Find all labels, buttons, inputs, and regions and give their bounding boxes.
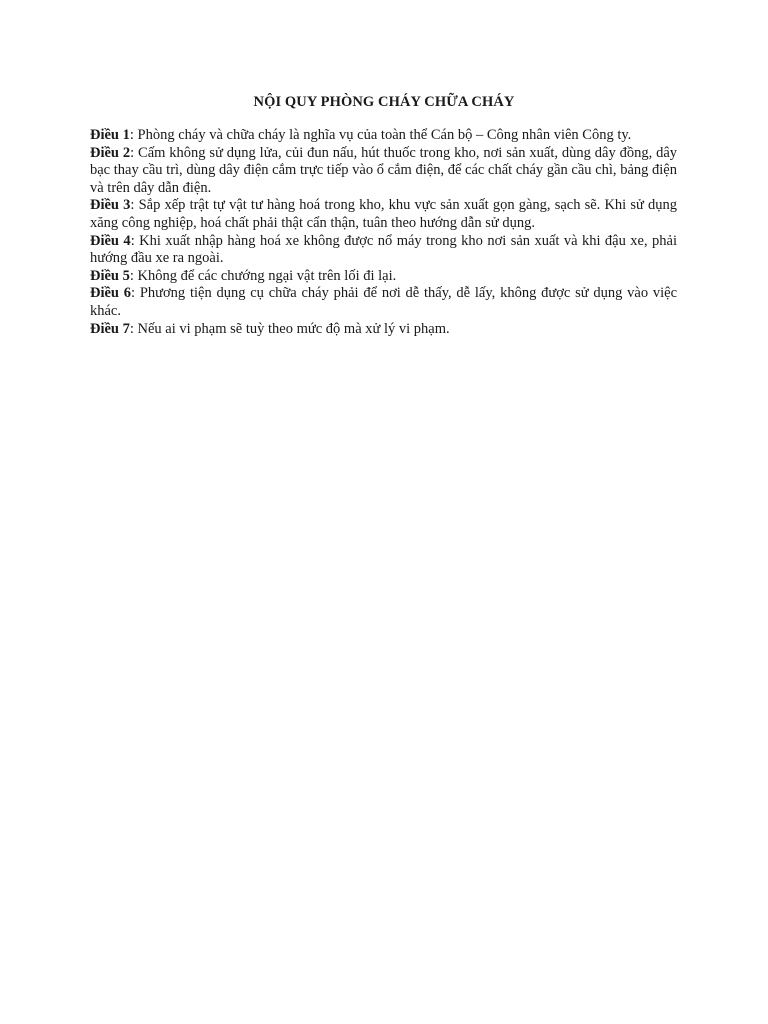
article-text: : Phương tiện dụng cụ chữa cháy phải để nơi dễ thấy, dễ lấy, không được sử dụng vào việc khác.	[90, 285, 677, 319]
article-text: : Sắp xếp trật tự vật tư hàng hoá trong kho, khu vực sản xuất gọn gàng, sạch sẽ. Khi sử dụng xăng công nghiệp, hoá chất phải thật cẩn thận, tuân theo hướng dẫn sử dụng.	[90, 197, 678, 231]
article-text: : Không để các chướng ngại vật trên lối đi lại.	[129, 267, 397, 284]
article-7	[90, 321, 677, 339]
article-2	[90, 145, 677, 198]
article-label: Điều 2	[90, 144, 131, 161]
article-label: Điều 3	[90, 197, 131, 214]
article-1	[90, 127, 677, 145]
article-3	[90, 197, 677, 232]
article-5	[90, 268, 677, 286]
article-text: : Nếu ai vi phạm sẽ tuỳ theo mức độ mà xử lý vi phạm.	[129, 320, 450, 337]
articles-list	[90, 127, 677, 338]
article-6	[90, 285, 677, 320]
article-label: Điều 7	[90, 320, 130, 337]
article-label: Điều 1	[90, 127, 130, 143]
article-text: : Khi xuất nhập hàng hoá xe không được nổ máy trong kho nơi sản xuất và khi đậu xe, phải hướng đầu xe ra ngoài.	[90, 232, 678, 267]
article-label: Điều 6	[90, 285, 132, 302]
document-title: NỘI QUY PHÒNG CHÁY CHỮA CHÁY	[253, 94, 515, 110]
article-label: Điều 4	[90, 232, 131, 249]
article-text: : Cấm không sử dụng lửa, củi đun nấu, hút thuốc trong kho, nơi sản xuất, dùng dây đồng, dây bạc thay cầu trì, dùng dây điện cắm trực tiếp vào ổ cắm điện, để các chất cháy gần cầu chì, bảng điện và trên dây dẫn điện.	[90, 144, 678, 196]
article-4	[90, 233, 677, 268]
article-label: Điều 5	[90, 267, 130, 284]
article-text: : Phòng cháy và chữa cháy là nghĩa vụ của toàn thể Cán bộ – Công nhân viên Công ty.	[129, 127, 632, 143]
